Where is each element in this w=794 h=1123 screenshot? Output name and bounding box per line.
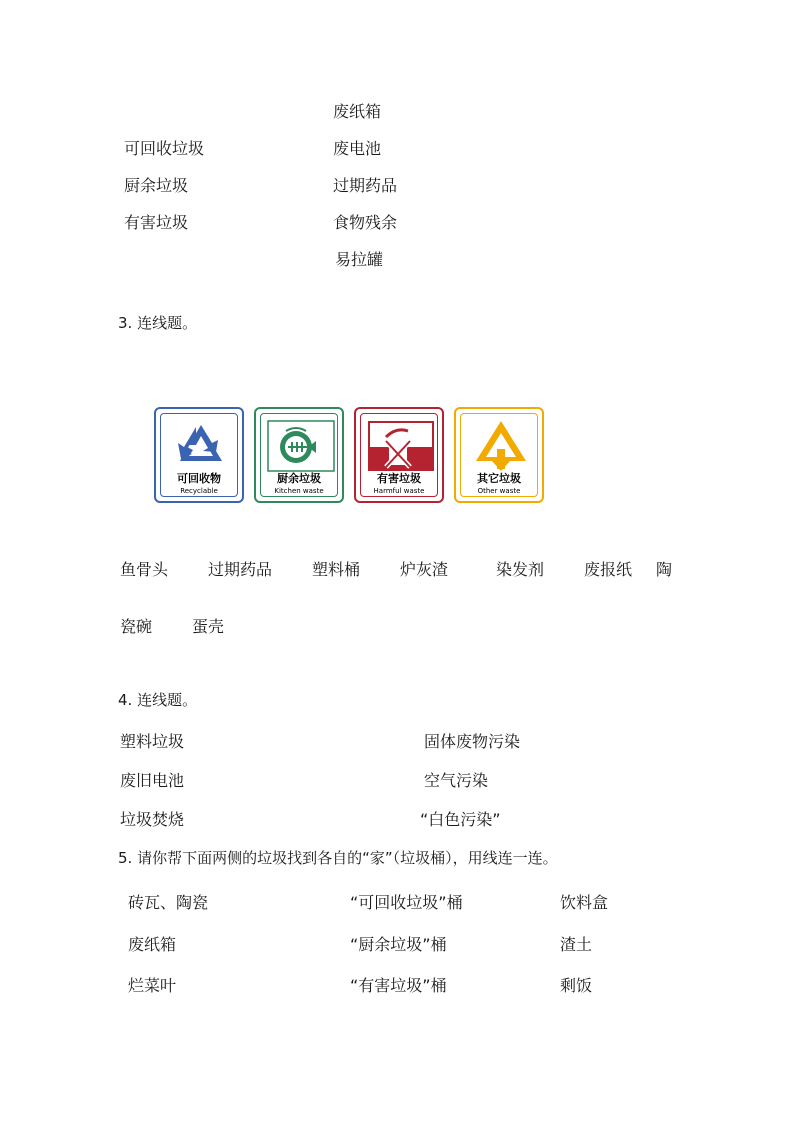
other-bin-sign xyxy=(454,407,544,503)
s3-item: 瓷碗 xyxy=(120,617,153,636)
s3-item: 炉灰渣 xyxy=(400,560,449,579)
bin-label-en: Other waste xyxy=(477,487,521,495)
s5-left-item: 烂菜叶 xyxy=(128,976,177,995)
s2-right-item: 食物残余 xyxy=(333,213,398,232)
s2-right-item: 易拉罐 xyxy=(335,250,384,269)
s4-left-item: 废旧电池 xyxy=(120,771,185,790)
s3-item: 染发剂 xyxy=(496,560,545,579)
section3-title: 3. 连线题。 xyxy=(118,314,198,332)
kitchen-bin-sign xyxy=(254,407,344,503)
bin-label-en: Harmful waste xyxy=(373,487,425,495)
s2-right-item: 废纸箱 xyxy=(333,102,382,121)
bin-label-cn: 厨余垃圾 xyxy=(277,472,321,485)
s4-right-item: 固体废物污染 xyxy=(424,732,521,751)
s2-left-item: 厨余垃圾 xyxy=(124,176,189,195)
s5-right-item: 渣土 xyxy=(560,935,593,954)
s5-middle-item: “有害垃圾”桶 xyxy=(350,976,447,995)
s3-item: 陶 xyxy=(656,560,673,579)
s5-middle-item: “厨余垃圾”桶 xyxy=(350,935,447,954)
section5-title: 5. 请你帮下面两侧的垃圾找到各自的“家”（垃圾桶），用线连一连。 xyxy=(118,849,558,867)
harmful-bin-sign xyxy=(354,407,444,503)
s5-right-item: 剩饭 xyxy=(560,976,593,995)
s2-left-item: 可回收垃圾 xyxy=(124,139,205,158)
s4-right-item: “白色污染” xyxy=(420,810,501,829)
s5-right-item: 饮料盒 xyxy=(560,893,609,912)
s5-left-item: 砖瓦、陶瓷 xyxy=(128,893,209,912)
s3-item: 废报纸 xyxy=(584,560,633,579)
s3-item: 过期药品 xyxy=(208,560,273,579)
s3-item: 蛋壳 xyxy=(192,617,225,636)
s5-left-item: 废纸箱 xyxy=(128,935,177,954)
s4-left-item: 垃圾焚烧 xyxy=(120,810,185,829)
s2-left-item: 有害垃圾 xyxy=(124,213,189,232)
s5-middle-item: “可回收垃圾”桶 xyxy=(350,893,463,912)
bin-label-en: Recyclable xyxy=(180,487,218,495)
s3-item: 塑料桶 xyxy=(312,560,361,579)
s2-right-item: 过期药品 xyxy=(333,176,398,195)
s4-left-item: 塑料垃圾 xyxy=(120,732,185,751)
bin-label-cn: 其它垃圾 xyxy=(477,472,521,485)
bin-label-en: Kitchen waste xyxy=(274,487,324,495)
section4-title: 4. 连线题。 xyxy=(118,691,198,709)
bin-label-cn: 有害垃圾 xyxy=(377,472,421,485)
s2-right-item: 废电池 xyxy=(333,139,382,158)
bin-signs xyxy=(154,407,546,503)
s3-item: 鱼骨头 xyxy=(120,560,169,579)
s4-right-item: 空气污染 xyxy=(424,771,489,790)
bin-label-cn: 可回收物 xyxy=(177,472,221,485)
recyclable-bin-sign xyxy=(154,407,244,503)
